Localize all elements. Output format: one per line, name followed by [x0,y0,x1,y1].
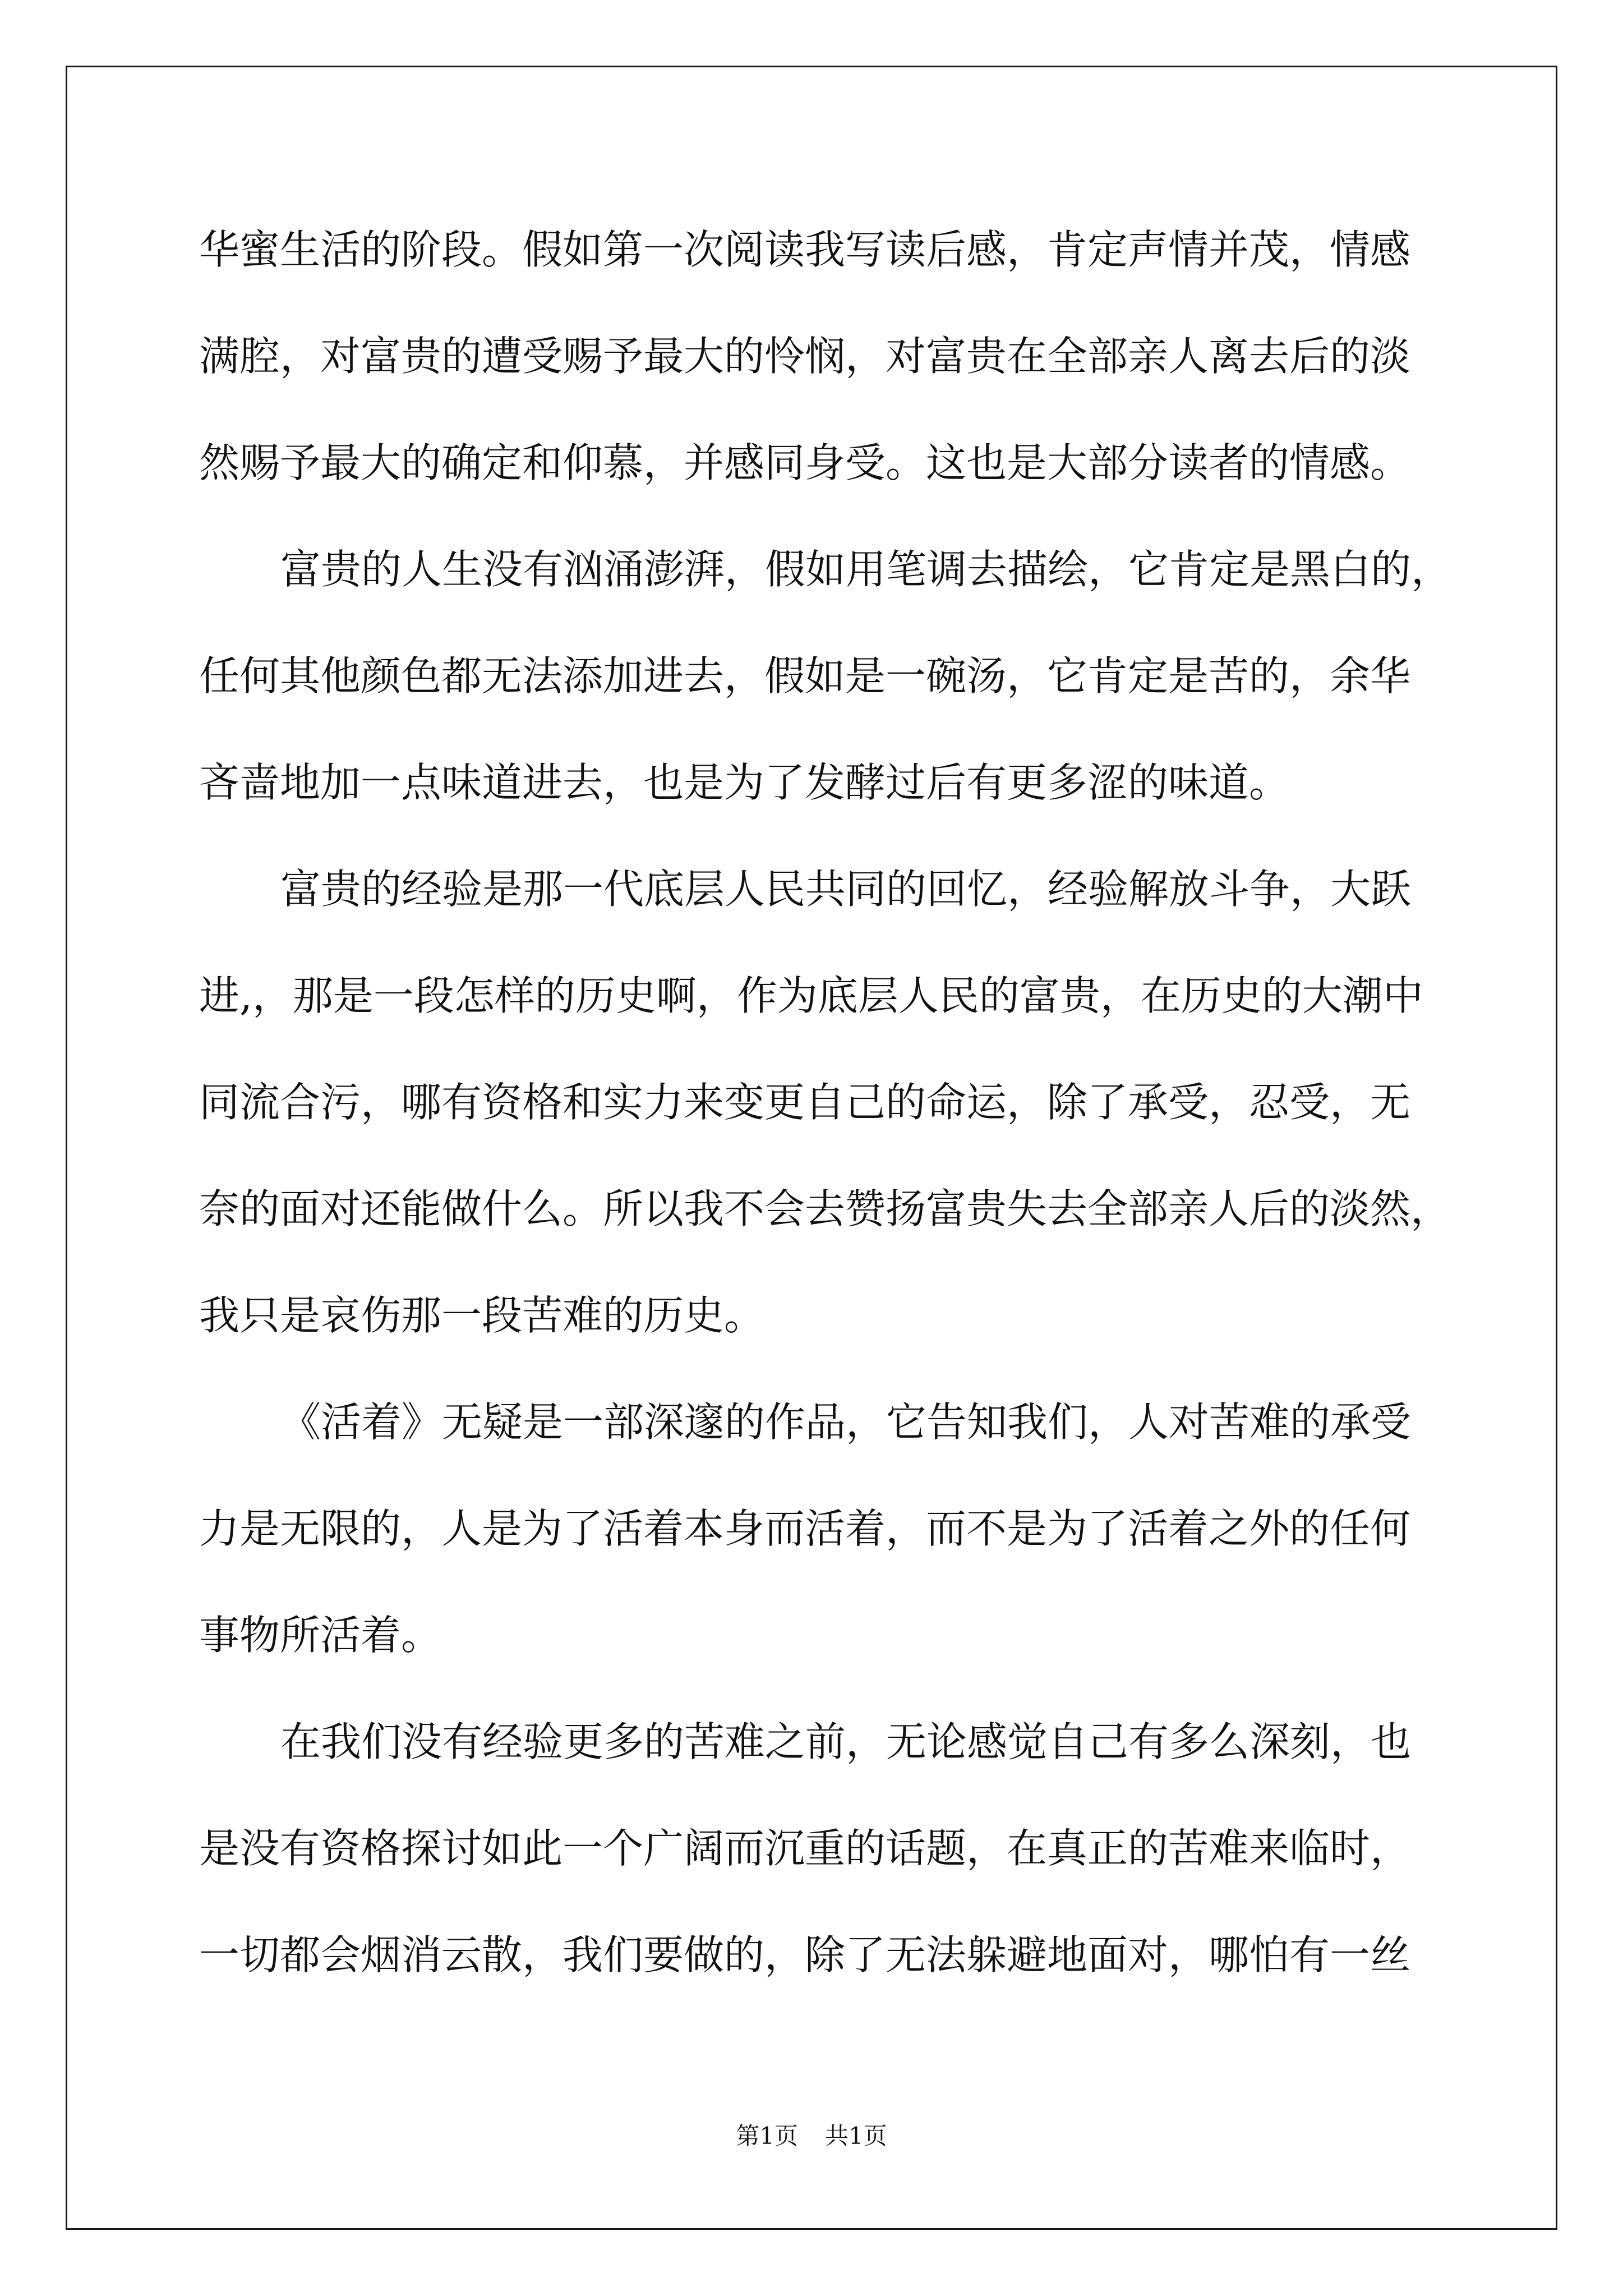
text-line-11: 我只是哀伤那一段苦难的历史。 [199,1292,765,1339]
text-line-13: 力是无限的，人是为了活着本身而活着，而不是为了活着之外的任何 [199,1505,1411,1552]
text-line-14: 事物所活着。 [199,1612,442,1659]
text-line-7: 富贵的经验是那一代底层人民共同的回忆，经验解放斗争，大跃 [280,866,1412,913]
text-line-15: 在我们没有经验更多的苦难之前，无论感觉自己有多么深刻，也 [280,1718,1412,1765]
page-border [66,66,1557,2230]
text-line-2: 满腔，对富贵的遭受赐予最大的怜悯，对富贵在全部亲人离去后的淡 [199,333,1411,380]
text-line-6: 吝啬地加一点味道进去，也是为了发酵过后有更多涩的味道。 [199,759,1290,806]
text-line-5: 任何其他颜色都无法添加进去，假如是一碗汤，它肯定是苦的，余华 [199,652,1411,700]
page-number: 第1页 [736,2122,798,2150]
text-line-10: 奈的面对还能做什么。所以我不会去赞扬富贵失去全部亲人后的淡然， [199,1185,1451,1232]
text-line-9: 同流合污，哪有资格和实力来变更自己的命运，除了承受，忍受，无 [199,1079,1411,1126]
text-line-4: 富贵的人生没有汹涌澎湃，假如用笔调去描绘，它肯定是黑白的， [280,546,1452,593]
text-line-1: 华蜜生活的阶段。假如第一次阅读我写读后感，肯定声情并茂，情感 [199,226,1411,273]
page-footer [0,2118,1623,2151]
text-line-17: 一切都会烟消云散，我们要做的，除了无法躲避地面对，哪怕有一丝 [199,1931,1411,1978]
text-line-3: 然赐予最大的确定和仰慕，并感同身受。这也是大部分读者的情感。 [199,439,1411,486]
text-line-8: 进,，那是一段怎样的历史啊，作为底层人民的富贵，在历史的大潮中 [199,972,1423,1019]
page-total: 共1页 [825,2122,887,2150]
text-line-16: 是没有资格探讨如此一个广阔而沉重的话题，在真正的苦难来临时， [199,1825,1411,1872]
text-line-12: 《活着》无疑是一部深邃的作品，它告知我们，人对苦难的承受 [280,1398,1412,1446]
